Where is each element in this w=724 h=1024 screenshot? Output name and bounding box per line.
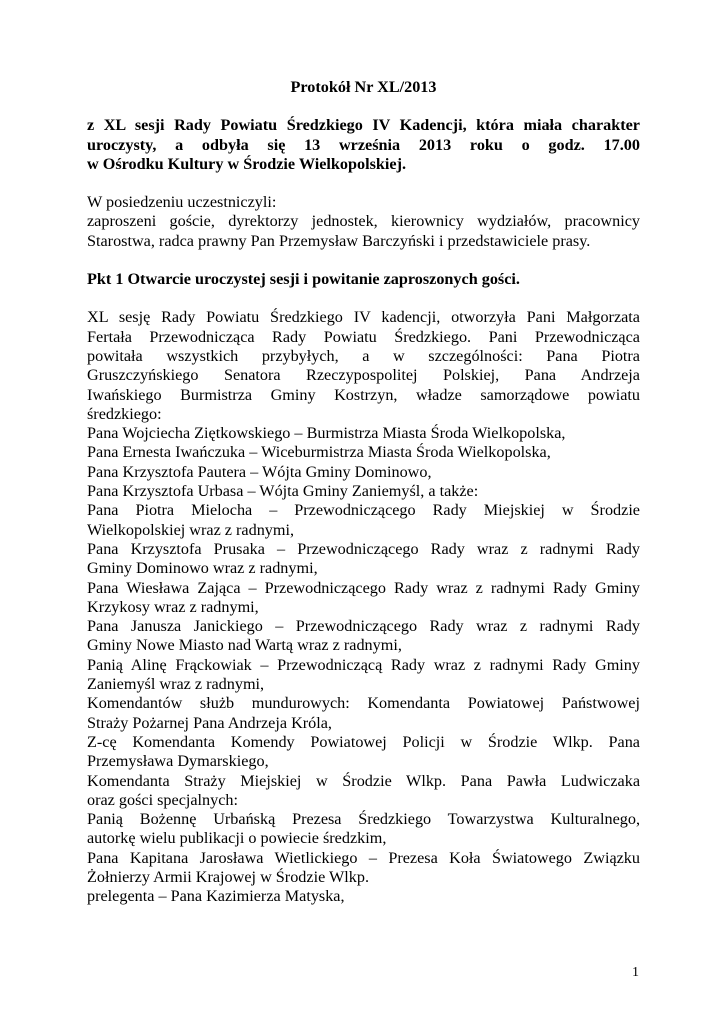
body-line: Iwańskiego Burmistrza Gminy Kostrzyn, władze samorządowe powiatu bbox=[87, 385, 640, 404]
body-line: Pana Kapitana Jarosława Wietlickiego – Prezesa Koła Światowego Związku bbox=[87, 848, 640, 867]
body-line: oraz gości specjalnych: bbox=[87, 790, 239, 809]
page-number: 1 bbox=[632, 965, 639, 980]
body-line: Gminy Dominowo wraz z radnymi, bbox=[87, 559, 318, 578]
body-line: XL sesję Rady Powiatu Średzkiego IV kadencji, otworzyła Pani Małgorzata bbox=[87, 308, 640, 327]
participants-line: Starostwa, radca prawny Pan Przemysław Barczyński i przedstawiciele prasy. bbox=[87, 231, 591, 250]
body-line: Wielkopolskiej wraz z radnymi, bbox=[87, 520, 295, 539]
body-line: Pana Wiesława Zająca – Przewodniczącego Rady wraz z radnymi Rady Gminy bbox=[87, 578, 640, 597]
session-heading-line: z XL sesji Rady Powiatu Średzkiego IV Kadencji, która miała charakter bbox=[87, 116, 640, 135]
body-line: Pana Ernesta Iwańczuka – Wiceburmistrza Miasta Środa Wielkopolska, bbox=[87, 443, 551, 462]
body-line: Straży Pożarnej Pana Andrzeja Króla, bbox=[87, 713, 332, 732]
body-line: Pana Wojciecha Ziętkowskiego – Burmistrza Miasta Środa Wielkopolska, bbox=[87, 424, 566, 443]
session-heading-line: uroczysty, a odbyła się 13 września 2013 roku o godz. 17.00 bbox=[87, 135, 640, 154]
body-line: średzkiego: bbox=[87, 404, 162, 423]
participants-paragraph bbox=[87, 193, 640, 251]
body-line: powitała wszystkich przybyłych, a w szczególności: Pana Piotra bbox=[87, 346, 640, 365]
body-line: prelegenta – Pana Kazimierza Matyska, bbox=[87, 887, 345, 906]
body-line: Gminy Nowe Miasto nad Wartą wraz z radnymi, bbox=[87, 636, 402, 655]
body-line: Panią Bożennę Urbańską Prezesa Średzkiego Towarzystwa Kulturalnego, bbox=[87, 810, 640, 829]
body-line: Pana Krzysztofa Prusaka – Przewodniczącego Rady wraz z radnymi Rady bbox=[87, 539, 640, 558]
body-line: Fertała Przewodnicząca Rady Powiatu Średzkiego. Pani Przewodnicząca bbox=[87, 327, 640, 346]
body-line: Zaniemyśl wraz z radnymi, bbox=[87, 675, 265, 694]
body-line: Pana Krzysztofa Pautera – Wójta Gminy Dominowo, bbox=[87, 462, 432, 481]
body-line: Gruszczyńskiego Senatora Rzeczypospolitej Polskiej, Pana Andrzeja bbox=[87, 366, 640, 385]
body-line: Pana Krzysztofa Urbasa – Wójta Gminy Zaniemyśl, a także: bbox=[87, 482, 479, 501]
session-heading bbox=[87, 116, 640, 174]
participants-line: W posiedzeniu uczestniczyli: bbox=[87, 193, 277, 212]
body-line: Pana Janusza Janickiego – Przewodniczącego Rady wraz z radnymi Rady bbox=[87, 617, 640, 636]
body-line: Komendantów służb mundurowych: Komendanta Powiatowej Państwowej bbox=[87, 694, 640, 713]
document-page bbox=[87, 78, 640, 907]
session-heading-line: w Ośrodku Kultury w Środzie Wielkopolskiej. bbox=[87, 154, 407, 173]
body-line: Z-cę Komendanta Komendy Powiatowej Policji w Środzie Wlkp. Pana bbox=[87, 732, 640, 751]
body-line: Krzykosy wraz z radnymi, bbox=[87, 597, 259, 616]
body-line: Komendanta Straży Miejskiej w Środzie Wlkp. Pana Pawła Ludwiczaka bbox=[87, 771, 640, 790]
body-line: Przemysława Dymarskiego, bbox=[87, 752, 269, 771]
section-heading: Pkt 1 Otwarcie uroczystej sesji i powitanie zaproszonych gości. bbox=[87, 270, 520, 289]
participants-line: zaproszeni goście, dyrektorzy jednostek, kierownicy wydziałów, pracownicy bbox=[87, 212, 640, 231]
body-line: Panią Alinę Frąckowiak – Przewodniczącą Rady wraz z radnymi Rady Gminy bbox=[87, 655, 640, 674]
body-line: Żołnierzy Armii Krajowej w Środzie Wlkp. bbox=[87, 867, 370, 886]
opening-paragraph bbox=[87, 308, 640, 906]
document-title: Protokół Nr XL/2013 bbox=[290, 78, 437, 96]
body-line: autorkę wielu publikacji o powiecie średzkim, bbox=[87, 829, 387, 848]
body-line: Pana Piotra Mielocha – Przewodniczącego Rady Miejskiej w Środzie bbox=[87, 501, 640, 520]
